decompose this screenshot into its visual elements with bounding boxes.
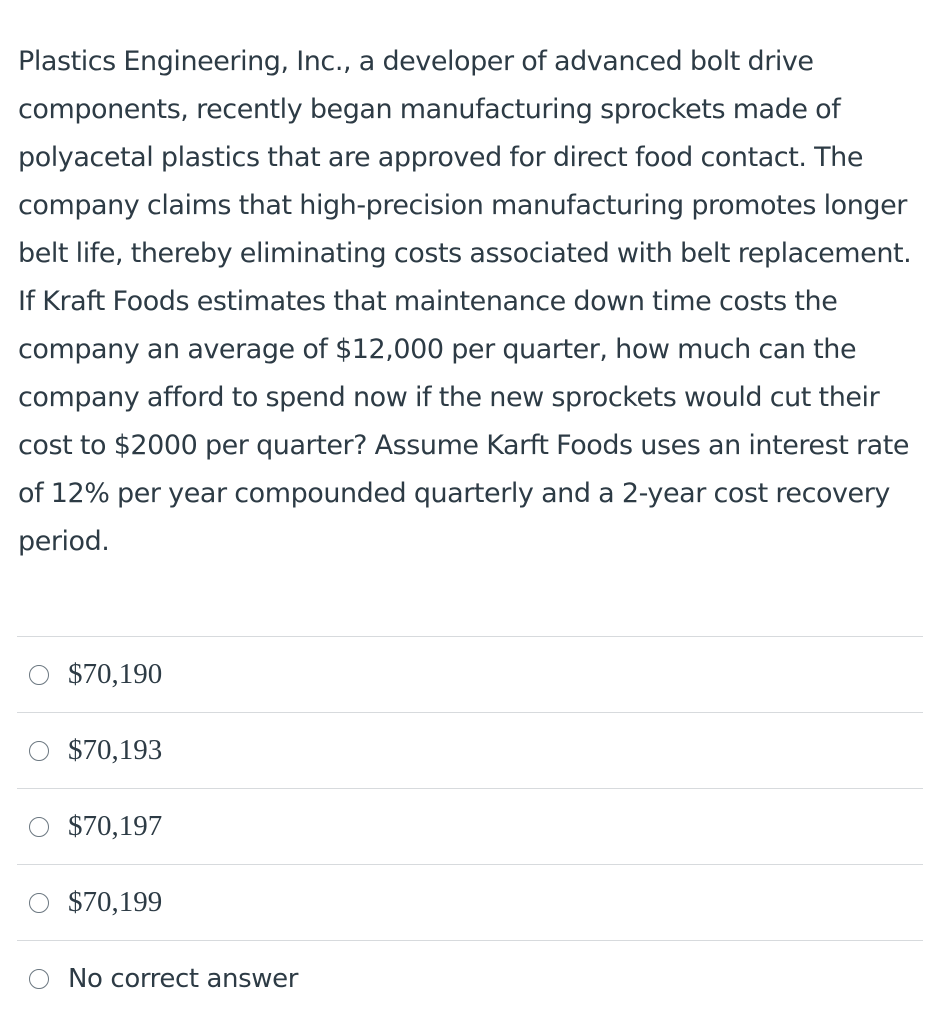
answer-option-2[interactable] <box>17 713 923 789</box>
answer-option-3[interactable] <box>17 789 923 865</box>
answer-label: $70,199 <box>68 886 163 918</box>
answer-option-4[interactable] <box>17 865 923 941</box>
radio-unchecked-icon[interactable] <box>29 969 49 989</box>
radio-unchecked-icon[interactable] <box>29 817 49 837</box>
radio-unchecked-icon[interactable] <box>29 741 49 761</box>
answer-label: $70,193 <box>68 734 163 766</box>
answer-option-5[interactable] <box>17 941 923 1016</box>
answer-label: $70,197 <box>68 810 163 842</box>
answer-label: No correct answer <box>68 963 299 994</box>
answer-label: $70,190 <box>68 658 163 690</box>
answer-option-1[interactable] <box>17 637 923 713</box>
radio-unchecked-icon[interactable] <box>29 893 49 913</box>
answer-list <box>17 636 923 1016</box>
radio-unchecked-icon[interactable] <box>29 665 49 685</box>
question-text: Plastics Engineering, Inc., a developer of advanced bolt drive components, recently began manufacturing sprockets made of polyacetal plastics that are approved for direct food contact. The company claims that high-precision manufacturing promotes longer belt life, thereby eliminating costs associated with belt replacement. If Kraft Foods estimates that maintenance down time costs the company an average of $12,000 per quarter, how much can the company afford to spend now if the new sprockets would cut their cost to $2000 per quarter? Assume Karft Foods uses an interest rate of 12% per year compounded quarterly and a 2-year cost recovery period. <box>18 46 912 557</box>
